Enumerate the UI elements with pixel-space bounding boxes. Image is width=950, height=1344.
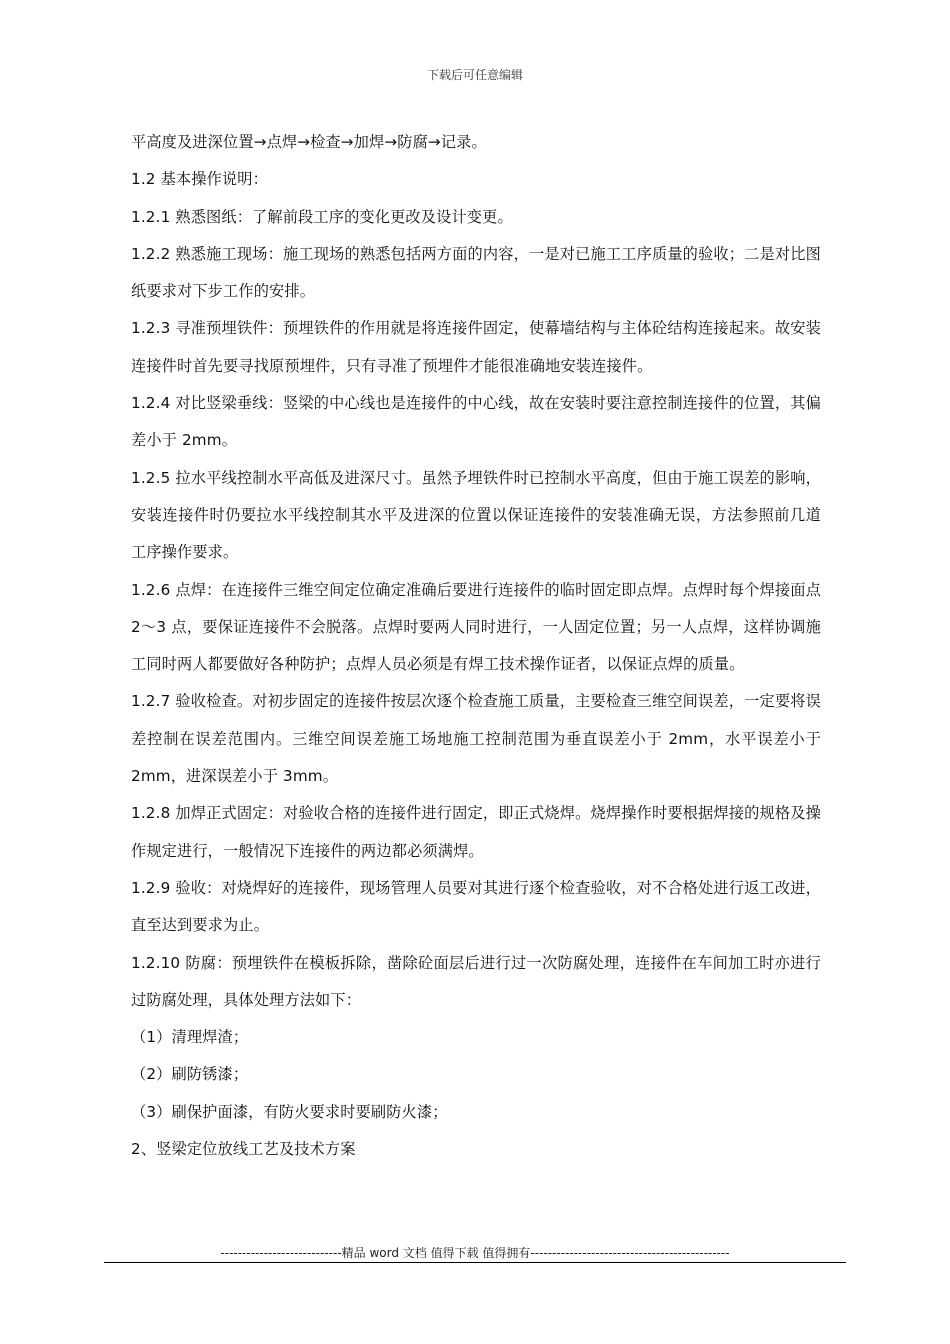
paragraph-1-2-7: 1.2.7 验收检查。对初步固定的连接件按层次逐个检查施工质量，主要检查三维空间误差，一定要将误差控制在误差范围内。三维空间误差施工场地施工控制范围为垂直误差小于 2mm，水平误差小于 2mm，进深误差小于 3mm。 xyxy=(131,692,821,786)
document-body xyxy=(131,124,821,1168)
heading-section-2: 2、竖梁定位放线工艺及技术方案 xyxy=(131,1140,356,1159)
list-item-3: （3）刷保护面漆，有防火要求时要刷防火漆； xyxy=(131,1102,448,1121)
paragraph-1-2-10: 1.2.10 防腐：预埋铁件在模板拆除，凿除砼面层后进行过一次防腐处理，连接件在车间加工时亦进行过防腐处理，具体处理方法如下： xyxy=(131,953,821,1009)
paragraph-1-2-3: 1.2.3 寻准预埋铁件：预埋铁件的作用就是将连接件固定，使幕墙结构与主体砼结构连接起来。故安装连接件时首先要寻找原预埋件，只有寻准了预埋件才能很准确地安装连接件。 xyxy=(131,319,821,375)
footer-divider xyxy=(104,1262,846,1263)
paragraph-1-2-6: 1.2.6 点焊：在连接件三维空间定位确定准确后要进行连接件的临时固定即点焊。点焊时每个焊接面点 2～3 点，要保证连接件不会脱落。点焊时要两人同时进行，一人固定位置；另一人点焊，这样协调施工同时两人都要做好各种防护；点焊人员必须是有焊工技术操作证者，以保证点焊的质量。 xyxy=(131,580,821,674)
page-footer-note: ----------------------------精品 word 文档 值得下载 值得拥有---------------------------------------------- xyxy=(220,1246,730,1260)
paragraph-process-flow: 平高度及进深位置→点焊→检查→加焊→防腐→记录。 xyxy=(131,133,487,151)
paragraph-1-2-9: 1.2.9 验收：对烧焊好的连接件，现场管理人员要对其进行逐个检查验收，对不合格处进行返工改进，直至达到要求为止。 xyxy=(131,878,821,935)
list-item-1: （1）清理焊渣； xyxy=(131,1028,249,1047)
paragraph-1-2-2: 1.2.2 熟悉施工现场：施工现场的熟悉包括两方面的内容，一是对已施工工序质量的验收；二是对比图纸要求对下步工作的安排。 xyxy=(131,244,821,301)
paragraph-1-2-8: 1.2.8 加焊正式固定：对验收合格的连接件进行固定，即正式烧焊。烧焊操作时要根据焊接的规格及操作规定进行，一般情况下连接件的两边都必须满焊。 xyxy=(131,804,821,860)
paragraph-1-2-5: 1.2.5 拉水平线控制水平高低及进深尺寸。虽然予埋铁件时已控制水平高度，但由于施工误差的影响，安装连接件时仍要拉水平线控制其水平及进深的位置以保证连接件的安装准确无误，方法参照前几道工序操作要求。 xyxy=(131,468,821,562)
heading-1-2: 1.2 基本操作说明： xyxy=(131,170,268,189)
page-header-note: 下载后可任意编辑 xyxy=(426,68,523,82)
paragraph-1-2-4: 1.2.4 对比竖梁垂线：竖梁的中心线也是连接件的中心线，故在安装时要注意控制连接件的位置，其偏差小于 2mm。 xyxy=(131,394,821,450)
list-item-2: （2）刷防锈漆； xyxy=(131,1065,249,1084)
paragraph-1-2-1: 1.2.1 熟悉图纸：了解前段工序的变化更改及设计变更。 xyxy=(131,207,513,226)
